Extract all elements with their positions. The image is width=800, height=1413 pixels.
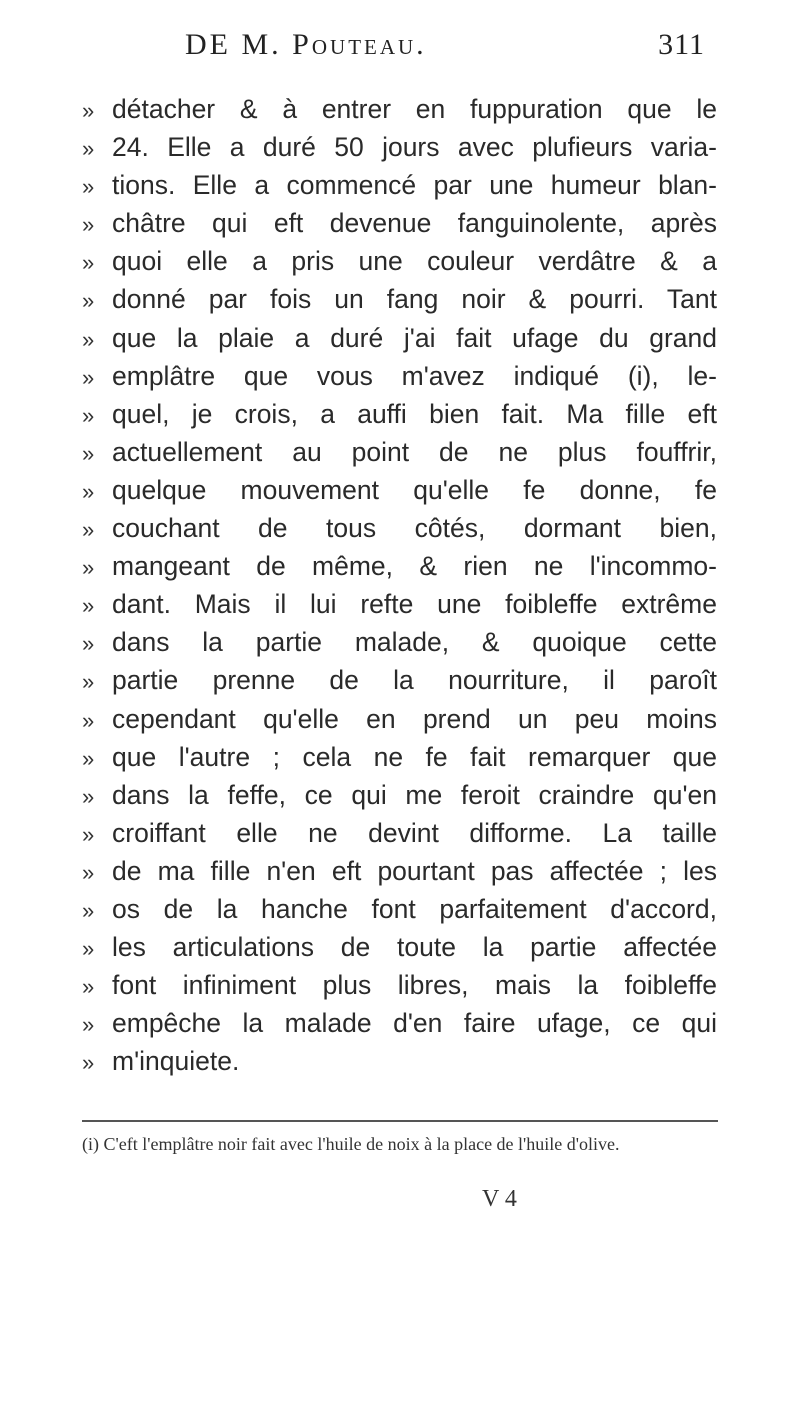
line-text: croiffant elle ne devint difforme. La taille	[112, 817, 717, 848]
text-line	[82, 319, 722, 357]
guillemet-mark: »	[82, 288, 95, 314]
line-text: couchant de tous côtés, dormant bien,	[112, 513, 717, 544]
guillemet-mark: »	[82, 174, 95, 200]
text-line	[82, 204, 722, 242]
line-text: mangeant de même, & rien ne l'incommo-	[112, 551, 717, 582]
guillemet-mark: »	[82, 212, 95, 238]
guillemet-mark: »	[82, 478, 95, 504]
line-text: actuellement au point de ne plus fouffrir,	[112, 436, 717, 467]
running-head-title	[185, 28, 427, 62]
line-text: dans la feffe, ce qui me feroit craindre qu'en	[112, 779, 717, 810]
line-text: quoi elle a pris une couleur verdâtre & a	[112, 246, 717, 277]
text-line	[82, 928, 722, 966]
text-line	[82, 433, 722, 471]
line-text: font infiniment plus libres, mais la foibleffe	[112, 970, 717, 1001]
line-text: emplâtre que vous m'avez indiqué (i), le-	[112, 360, 717, 391]
guillemet-mark: »	[82, 936, 95, 962]
line-text: dant. Mais il lui refte une foibleffe extrême	[112, 589, 717, 620]
text-line	[82, 471, 722, 509]
text-line	[82, 509, 722, 547]
line-text: empêche la malade d'en faire ufage, ce qui	[112, 1008, 717, 1039]
text-line	[82, 738, 722, 776]
guillemet-mark: »	[82, 897, 95, 923]
text-line	[82, 242, 722, 280]
running-head-name: Pouteau.	[292, 28, 427, 61]
text-line	[82, 357, 722, 395]
guillemet-mark: »	[82, 364, 95, 390]
text-line	[82, 395, 722, 433]
guillemet-mark: »	[82, 250, 95, 276]
text-line	[82, 280, 722, 318]
guillemet-mark: »	[82, 631, 95, 657]
guillemet-mark: »	[82, 517, 95, 543]
text-line	[82, 852, 722, 890]
line-text: détacher & à entrer en fuppuration que le	[112, 94, 717, 124]
line-text: châtre qui eft devenue fanguinolente, après	[112, 208, 717, 239]
guillemet-mark: »	[82, 136, 95, 162]
guillemet-mark: »	[82, 745, 95, 771]
footnote: (i) C'eft l'emplâtre noir fait avec l'huile de noix à la place de l'huile d'olive.	[82, 1134, 620, 1154]
text-line	[82, 700, 722, 738]
line-text: m'inquiete.	[112, 1046, 240, 1077]
guillemet-mark: »	[82, 707, 95, 733]
guillemet-mark: »	[82, 1050, 95, 1076]
body-text	[82, 90, 722, 1080]
text-line	[82, 890, 722, 928]
text-line	[82, 90, 722, 128]
line-text: les articulations de toute la partie affectée	[112, 932, 717, 963]
guillemet-mark: »	[82, 402, 95, 428]
guillemet-mark: »	[82, 669, 95, 695]
text-line	[82, 814, 722, 852]
text-line	[82, 166, 722, 204]
guillemet-mark: »	[82, 859, 95, 885]
text-line	[82, 1042, 722, 1080]
page-number: 311	[658, 28, 705, 61]
text-line	[82, 776, 722, 814]
line-text: dans la partie malade, & quoique cette	[112, 627, 717, 658]
line-text: quelque mouvement qu'elle fe donne, fe	[112, 474, 717, 505]
guillemet-mark: »	[82, 974, 95, 1000]
line-text: quel, je crois, a auffi bien fait. Ma fille eft	[112, 398, 717, 429]
guillemet-mark: »	[82, 821, 95, 847]
text-line	[82, 623, 722, 661]
line-text: tions. Elle a commencé par une humeur blan-	[112, 170, 717, 201]
guillemet-mark: »	[82, 440, 95, 466]
running-head	[185, 28, 705, 72]
text-line	[82, 1004, 722, 1042]
text-line	[82, 128, 722, 166]
line-text: os de la hanche font parfaitement d'accord,	[112, 893, 717, 924]
text-line	[82, 547, 722, 585]
line-text: partie prenne de la nourriture, il paroît	[112, 665, 717, 696]
text-line	[82, 966, 722, 1004]
line-text: que l'autre ; cela ne fe fait remarquer que	[112, 741, 717, 772]
text-line	[82, 585, 722, 623]
footnote-rule	[82, 1120, 718, 1122]
line-text: cependant qu'elle en prend un peu moins	[112, 703, 717, 734]
guillemet-mark: »	[82, 1012, 95, 1038]
guillemet-mark: »	[82, 555, 95, 581]
guillemet-mark: »	[82, 326, 95, 352]
line-text: que la plaie a duré j'ai fait ufage du grand	[112, 322, 717, 353]
running-head-prefix: DE M.	[185, 28, 293, 61]
line-text: donné par fois un fang noir & pourri. Tant	[112, 284, 717, 315]
guillemet-mark: »	[82, 98, 95, 123]
signature-mark: V 4	[482, 1186, 517, 1212]
guillemet-mark: »	[82, 593, 95, 619]
line-text: de ma fille n'en eft pourtant pas affectée ; les	[112, 855, 717, 886]
line-text: 24. Elle a duré 50 jours avec plufieurs varia-	[112, 132, 717, 163]
text-line	[82, 661, 722, 699]
guillemet-mark: »	[82, 783, 95, 809]
